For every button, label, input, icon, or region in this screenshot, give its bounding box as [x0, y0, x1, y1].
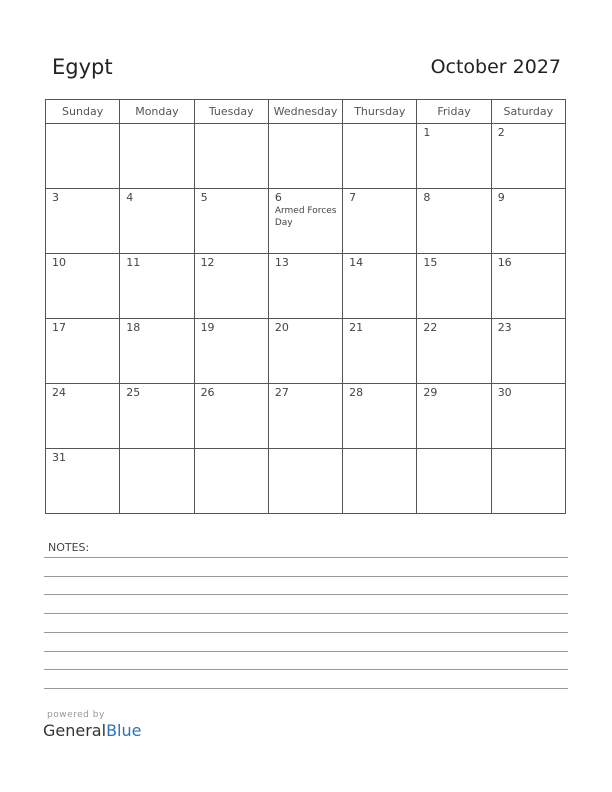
calendar-week-row: [46, 254, 566, 319]
note-line: [44, 594, 568, 595]
month-title: October 2027: [430, 56, 561, 78]
day-number: 4: [126, 191, 134, 204]
day-number: 21: [349, 321, 364, 334]
day-number: 14: [349, 256, 364, 269]
calendar-day-cell: [268, 189, 342, 254]
holiday-label: Armed Forces Day: [274, 206, 337, 228]
day-number: 27: [274, 386, 289, 399]
calendar-day-cell: [46, 449, 120, 514]
note-line: [44, 669, 568, 670]
calendar-week-row: [46, 384, 566, 449]
note-line: [44, 613, 568, 614]
calendar-day-cell: [268, 124, 342, 189]
calendar-day-cell: [46, 319, 120, 384]
calendar-day-cell: [343, 189, 417, 254]
calendar-day-cell: [491, 189, 565, 254]
calendar-day-cell: [120, 384, 194, 449]
note-line: [44, 632, 568, 633]
calendar-day-cell: [417, 189, 491, 254]
calendar-day-cell: [120, 189, 194, 254]
weekday-monday: Monday: [120, 100, 194, 124]
day-number: 9: [497, 191, 505, 204]
day-number: 24: [52, 386, 66, 399]
day-number: 23: [497, 321, 512, 334]
day-number: 6: [274, 191, 282, 204]
calendar-week-row: [46, 319, 566, 384]
calendar-day-cell: [343, 124, 417, 189]
brand-general: General: [43, 721, 107, 740]
country-title: Egypt: [52, 55, 113, 79]
day-number: 3: [52, 191, 59, 204]
calendar-day-cell: [46, 124, 120, 189]
weekday-sunday: Sunday: [46, 100, 120, 124]
calendar-day-cell: [491, 319, 565, 384]
day-number: 26: [200, 386, 215, 399]
day-number: 20: [274, 321, 289, 334]
day-number: 5: [200, 191, 208, 204]
calendar-day-cell: [343, 254, 417, 319]
calendar-day-cell: [268, 449, 342, 514]
calendar-day-cell: [194, 124, 268, 189]
calendar-day-cell: [417, 124, 491, 189]
calendar-day-cell: [417, 384, 491, 449]
calendar-day-cell: [194, 384, 268, 449]
weekday-tuesday: Tuesday: [194, 100, 268, 124]
calendar-day-cell: [46, 254, 120, 319]
note-line: [44, 576, 568, 577]
calendar-day-cell: [120, 449, 194, 514]
day-number: 16: [497, 256, 512, 269]
note-line: [44, 557, 568, 558]
weekday-header-row: [46, 100, 566, 124]
calendar-day-cell: [194, 449, 268, 514]
weekday-thursday: Thursday: [343, 100, 417, 124]
day-number: 19: [200, 321, 215, 334]
calendar-day-cell: [417, 319, 491, 384]
day-number: 25: [126, 386, 141, 399]
day-number: 7: [349, 191, 357, 204]
day-number: 28: [349, 386, 364, 399]
calendar-day-cell: [417, 449, 491, 514]
generalblue-logo: [43, 721, 141, 740]
day-number: 29: [423, 386, 438, 399]
calendar-day-cell: [194, 319, 268, 384]
calendar-day-cell: [120, 319, 194, 384]
calendar-day-cell: [194, 254, 268, 319]
day-number: 31: [52, 451, 66, 464]
calendar-day-cell: [491, 384, 565, 449]
day-number: 1: [423, 126, 431, 139]
weekday-wednesday: Wednesday: [268, 100, 342, 124]
day-number: 12: [200, 256, 215, 269]
note-line: [44, 651, 568, 652]
notes-label: NOTES:: [48, 541, 90, 554]
calendar-day-cell: [491, 254, 565, 319]
calendar-day-cell: [120, 124, 194, 189]
calendar-day-cell: [343, 319, 417, 384]
calendar-day-cell: [343, 384, 417, 449]
day-number: 30: [497, 386, 512, 399]
weekday-saturday: Saturday: [491, 100, 565, 124]
day-number: 11: [126, 256, 141, 269]
calendar-week-row: [46, 449, 566, 514]
calendar-day-cell: [268, 319, 342, 384]
day-number: 8: [423, 191, 431, 204]
calendar-week-row: [46, 124, 566, 189]
calendar-day-cell: [417, 254, 491, 319]
calendar-day-cell: [194, 189, 268, 254]
calendar-day-cell: [491, 124, 565, 189]
calendar-day-cell: [46, 189, 120, 254]
note-line: [44, 688, 568, 689]
day-number: 13: [274, 256, 289, 269]
day-number: 22: [423, 321, 438, 334]
weekday-friday: Friday: [417, 100, 491, 124]
calendar-day-cell: [120, 254, 194, 319]
calendar-week-row: [46, 189, 566, 254]
brand-blue: Blue: [106, 721, 142, 740]
calendar-day-cell: [268, 254, 342, 319]
day-number: 18: [126, 321, 141, 334]
day-number: 10: [52, 256, 66, 269]
powered-by-text: powered by: [47, 710, 105, 720]
day-number: 2: [497, 126, 505, 139]
calendar-day-cell: [46, 384, 120, 449]
day-number: 17: [52, 321, 66, 334]
calendar-grid: [45, 99, 566, 514]
calendar-day-cell: [343, 449, 417, 514]
day-number: 15: [423, 256, 438, 269]
calendar-day-cell: [491, 449, 565, 514]
calendar-day-cell: [268, 384, 342, 449]
